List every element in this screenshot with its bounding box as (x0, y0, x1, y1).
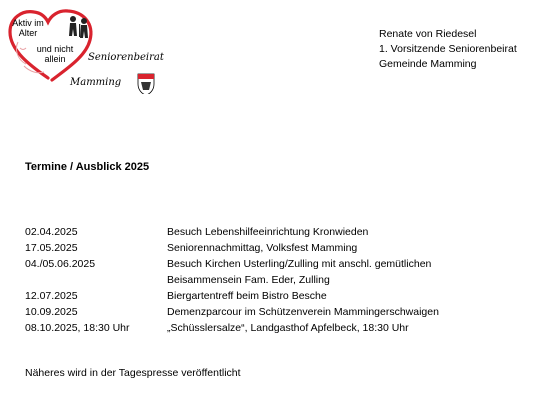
event-row (25, 320, 487, 336)
event-date: 04./05.06.2025 (25, 258, 96, 270)
coat-of-arms-icon (138, 74, 154, 94)
event-description: Besuch Lebenshilfeeinrichtung Kronwieden (167, 226, 369, 238)
event-date: 12.07.2025 (25, 290, 78, 302)
sender-name: Renate von Riedesel (379, 28, 477, 40)
event-row (25, 224, 487, 240)
logo-text-line2: und nicht allein (36, 44, 74, 64)
footer-note: Näheres wird in der Tagespresse veröffentlicht (25, 367, 241, 379)
logo (4, 8, 176, 94)
document-heading: Termine / Ausblick 2025 (25, 161, 150, 173)
sender-org: Gemeinde Mamming (379, 58, 477, 70)
event-list (25, 224, 487, 336)
event-description: Besuch Kirchen Usterling/Zulling mit anschl. gemütlichen Beisammensein Fam. Eder, Zulling (167, 258, 432, 286)
event-description: „Schüsslersalze“, Landgasthof Apfelbeck, 18:30 Uhr (167, 322, 409, 334)
event-description: Seniorennachmittag, Volksfest Mamming (167, 242, 358, 254)
event-row (25, 288, 487, 304)
event-date: 10.09.2025 (25, 306, 78, 318)
sender-role: 1. Vorsitzende Seniorenbeirat (379, 43, 517, 55)
event-row (25, 256, 487, 288)
event-row (25, 304, 487, 320)
sender-block (379, 27, 517, 72)
event-date: 02.04.2025 (25, 226, 78, 238)
logo-text-line1: Aktiv im Alter (12, 18, 44, 38)
event-description: Biergartentreff beim Bistro Besche (167, 290, 327, 302)
event-date: 08.10.2025, 18:30 Uhr (25, 322, 130, 334)
event-row (25, 240, 487, 256)
event-description: Demenzparcour im Schützenverein Mammingerschwaigen (167, 306, 439, 318)
event-date: 17.05.2025 (25, 242, 78, 254)
figures-icon (69, 16, 88, 38)
logo-brand-mamming: Mamming (70, 77, 122, 88)
logo-brand-seniorenbeirat: Seniorenbeirat (88, 52, 164, 63)
